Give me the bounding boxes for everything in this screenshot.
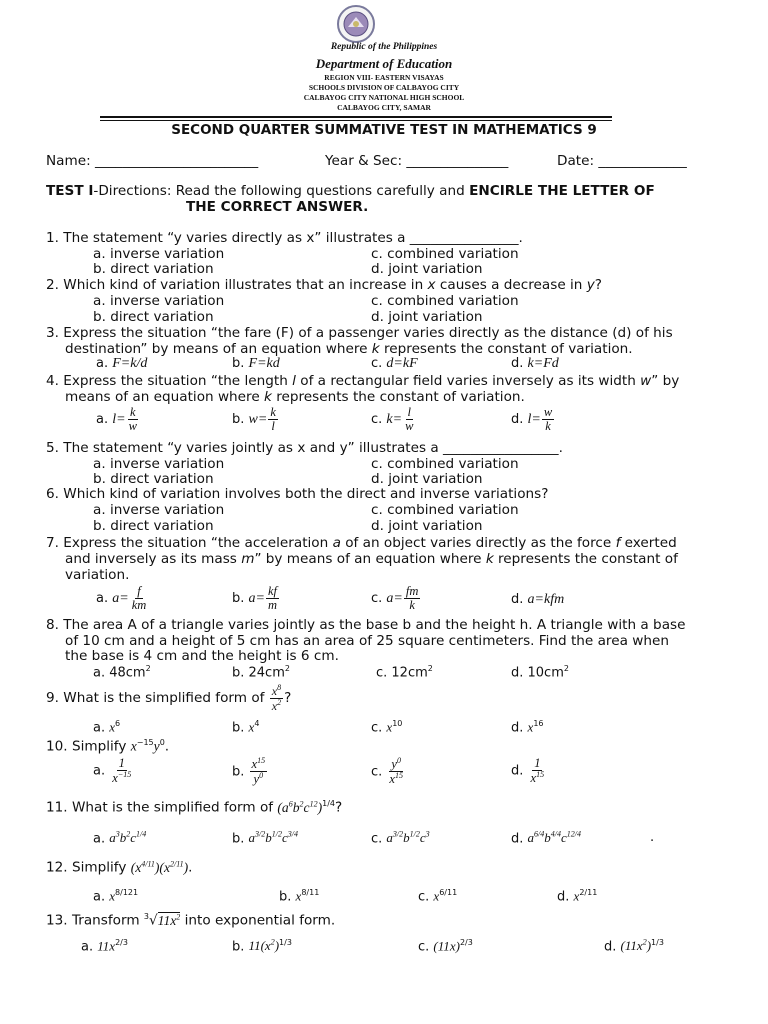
q4-choice-c: c. k= $\frac{l}{w}$: [371, 405, 414, 434]
date-field: Date: _____________: [557, 153, 687, 169]
q2-choice-d: d. joint variation: [371, 309, 483, 325]
q8-choice-c: c. $12cm^2$: [376, 664, 433, 681]
q2-stem: 2. Which kind of variation illustrates that an increase in x causes a decrease in y?: [46, 277, 602, 293]
q2-choice-a: a. inverse variation: [93, 293, 225, 309]
q2-choice-b: b. direct variation: [93, 309, 214, 325]
q12-choice-a: a. $x^{8/121}$: [93, 888, 139, 905]
q3-choice-c: c. d=kF: [371, 356, 418, 371]
q5-choice-c: c. combined variation: [371, 456, 519, 472]
q8-line1: 8. The area A of a triangle varies jointly as the base b and the height h. A triangle with a base: [46, 617, 686, 633]
q8-line3: the base is 4 cm and the height is 6 cm.: [65, 648, 339, 664]
q1-stem: 1. The statement “y varies directly as x” illustrates a ________________.: [46, 230, 523, 246]
directions-line1: [46, 183, 655, 199]
directions-line2: THE CORRECT ANSWER.: [186, 199, 369, 215]
header-school: CALBAYOG CITY NATIONAL HIGH SCHOOL: [303, 93, 465, 102]
q1-choice-d: d. joint variation: [371, 261, 483, 277]
q7-line1: 7. Express the situation “the acceleration a of an object varies directly as the force f exerted: [46, 535, 677, 551]
q13-choice-b: b. $11(x^2)^{1/3}$: [232, 938, 292, 955]
q13-stem: 13. Transform $^3√11x^2$ into exponential form.: [46, 912, 336, 929]
q2-choice-c: c. combined variation: [371, 293, 519, 309]
q4-choice-b: b. w= $\frac{k}{l}$: [232, 405, 276, 434]
q9-choice-d: d. $x^{16}$: [511, 719, 544, 736]
year-section-field: Year & Sec: _______________: [325, 153, 509, 169]
q6-choice-a: a. inverse variation: [93, 502, 225, 518]
q13-choice-a: a. $11x^{2/3}$: [81, 938, 128, 955]
q5-stem: 5. The statement “y varies jointly as x and y” illustrates a _________________.: [46, 440, 563, 456]
q11-choice-b: b. $a^{3/2}b^{1/2}c^{3/4}$: [232, 830, 299, 847]
header-republic: Republic of the Philippines: [330, 42, 438, 52]
q8-choice-a: a. $48cm^2$: [93, 664, 151, 681]
deped-seal: [332, 5, 380, 43]
page-title: SECOND QUARTER SUMMATIVE TEST IN MATHEMATICS 9: [171, 122, 597, 138]
q4-choice-d: d. l= $\frac{w}{k}$: [511, 405, 553, 434]
header-department: Department of Education: [315, 56, 453, 71]
q9-choice-a: a. $x^6$: [93, 719, 121, 736]
q11-choice-c: c. $a^{3/2}b^{1/2}c^3$: [371, 830, 430, 847]
header-rule-thin: [100, 120, 612, 121]
q11-stem: 11. What is the simplified form of $(a^6b^2c^{12})^{1/4}$?: [46, 799, 343, 816]
q11-choice-d: d. $a^{6/4}b^{4/4}c^{12/4}$: [511, 830, 582, 847]
q3-choice-a: a. F=k/d: [96, 356, 148, 371]
header-division: SCHOOLS DIVISION OF CALBAYOG CITY: [308, 83, 460, 92]
q5-choice-a: a. inverse variation: [93, 456, 225, 472]
header-rule-thick: [100, 116, 612, 118]
q3-line1: 3. Express the situation “the fare (F) of a passenger varies directly as the distance (d) of his: [46, 325, 673, 341]
q1-choice-a: a. inverse variation: [93, 246, 225, 262]
header-region: REGION VIII- EASTERN VISAYAS: [324, 73, 444, 82]
q10-choice-b: b. $\frac{x^{15}}{y^0}$: [232, 756, 266, 787]
q7-choice-a: a. a= $\frac{f}{km}$: [96, 584, 147, 613]
q11-trailing-dot: .: [650, 830, 655, 845]
q3-choice-d: d. k=Fd: [511, 356, 559, 371]
directions-text: -Directions: Read the following questions carefully and: [93, 183, 470, 199]
q12-stem: 12. Simplify $(x^{4/11})(x^{2/11})$.: [46, 859, 193, 876]
q6-stem: 6. Which kind of variation involves both the direct and inverse variations?: [46, 486, 549, 502]
q10-choice-c: c. $\frac{y^0}{x^{15}}$: [371, 756, 403, 787]
test-label: TEST I: [46, 183, 94, 199]
q8-line2: of 10 cm and a height of 5 cm has an area of 25 square centimeters. Find the area when: [65, 633, 669, 649]
q3-line2: destination” by means of an equation where k represents the constant of variation.: [65, 341, 633, 357]
q10-choice-a: a. $\frac{1}{x^{-15}}$: [93, 756, 132, 786]
q13-choice-c: c. $(11x)^{2/3}$: [418, 938, 473, 955]
q13-choice-d: d. $(11x^2)^{1/3}$: [604, 938, 664, 955]
q9-choice-c: c. $x^{10}$: [371, 719, 403, 736]
q11-choice-a: a. $a^3b^2c^{1/4}$: [93, 830, 147, 847]
q7-choice-c: c. a= $\frac{fm}{k}$: [371, 584, 419, 613]
q6-choice-b: b. direct variation: [93, 518, 214, 534]
q10-stem: 10. Simplify $x^{-15}y^0$.: [46, 738, 170, 755]
header-address: CALBAYOG CITY, SAMAR: [337, 103, 431, 112]
q4-line1: 4. Express the situation “the length l of a rectangular field varies inversely as its width w” by: [46, 373, 680, 389]
q7-line2: and inversely as its mass m” by means of an equation where k represents the constant of: [65, 551, 678, 567]
directions-bold1: ENCIRLE THE LETTER OF: [469, 183, 655, 199]
q4-choice-a: a. l= $\frac{k}{w}$: [96, 405, 137, 434]
q7-choice-b: b. a= $\frac{kf}{m}$: [232, 584, 278, 613]
q4-line2: means of an equation where k represents the constant of variation.: [65, 389, 525, 405]
q9-choice-b: b. $x^4$: [232, 719, 260, 736]
q7-line3: variation.: [65, 567, 130, 583]
q8-choice-b: b. $24cm^2$: [232, 664, 290, 681]
q1-choice-c: c. combined variation: [371, 246, 519, 262]
q12-choice-d: d. $x^{2/11}$: [557, 888, 598, 905]
q3-choice-b: b. F=kd: [232, 356, 280, 371]
q6-choice-d: d. joint variation: [371, 518, 483, 534]
q8-choice-d: d. $10cm^2$: [511, 664, 569, 681]
name-field: Name: ________________________: [46, 153, 259, 169]
q1-choice-b: b. direct variation: [93, 261, 214, 277]
q12-choice-c: c. $x^{6/11}$: [418, 888, 458, 905]
q6-choice-c: c. combined variation: [371, 502, 519, 518]
q10-choice-d: d. $\frac{1}{x^{15}}$: [511, 756, 545, 786]
q7-choice-d: d. a=kfm: [511, 592, 565, 607]
q5-choice-d: d. joint variation: [371, 471, 483, 487]
q5-choice-b: b. direct variation: [93, 471, 214, 487]
q12-choice-b: b. $x^{8/11}$: [279, 888, 320, 905]
q9-stem: 9. What is the simplified form of $\frac{x^8}{x^2}$ ?: [46, 683, 292, 713]
